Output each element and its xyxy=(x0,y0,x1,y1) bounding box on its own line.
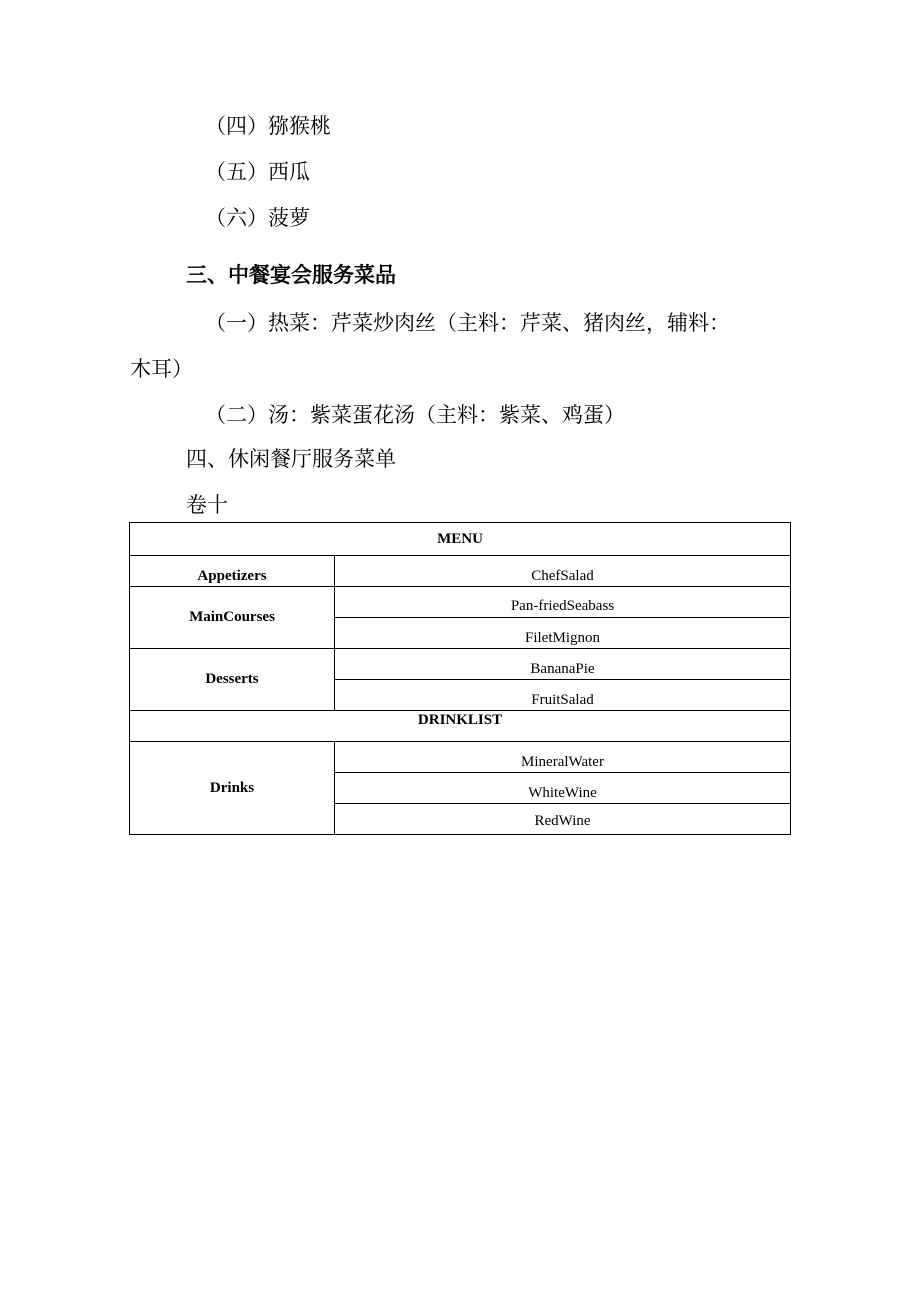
menu-item: Pan-friedSeabass xyxy=(335,587,791,618)
menu-table xyxy=(129,522,791,835)
menu-item: FruitSalad xyxy=(335,680,791,711)
category-main-courses: MainCourses xyxy=(130,587,335,649)
menu-item: ChefSalad xyxy=(335,556,791,587)
section-heading-chinese-banquet: 三、中餐宴会服务菜品 xyxy=(186,263,396,287)
menu-item: FiletMignon xyxy=(335,618,791,649)
fruit-item-pineapple: （六）菠萝 xyxy=(205,206,310,230)
hot-dish-paragraph-continued: 木耳） xyxy=(130,357,193,381)
fruit-item-kiwi: （四）猕猴桃 xyxy=(205,114,331,138)
drink-list-title: DRINKLIST xyxy=(130,711,791,742)
hot-dish-paragraph: （一）热菜：芹菜炒肉丝（主料：芹菜、猪肉丝，辅料： xyxy=(205,311,730,335)
category-drinks: Drinks xyxy=(130,742,335,835)
menu-title: MENU xyxy=(130,523,791,556)
menu-item: WhiteWine xyxy=(335,773,791,804)
menu-item: MineralWater xyxy=(335,742,791,773)
section-heading-casual-restaurant: 四、休闲餐厅服务菜单 xyxy=(186,447,396,471)
menu-item: BananaPie xyxy=(335,649,791,680)
category-appetizers: Appetizers xyxy=(130,556,335,587)
soup-paragraph: （二）汤：紫菜蛋花汤（主料：紫菜、鸡蛋） xyxy=(205,403,625,427)
category-desserts: Desserts xyxy=(130,649,335,711)
fruit-item-watermelon: （五）西瓜 xyxy=(205,160,310,184)
volume-label: 卷十 xyxy=(186,493,228,517)
menu-item: RedWine xyxy=(335,804,791,835)
